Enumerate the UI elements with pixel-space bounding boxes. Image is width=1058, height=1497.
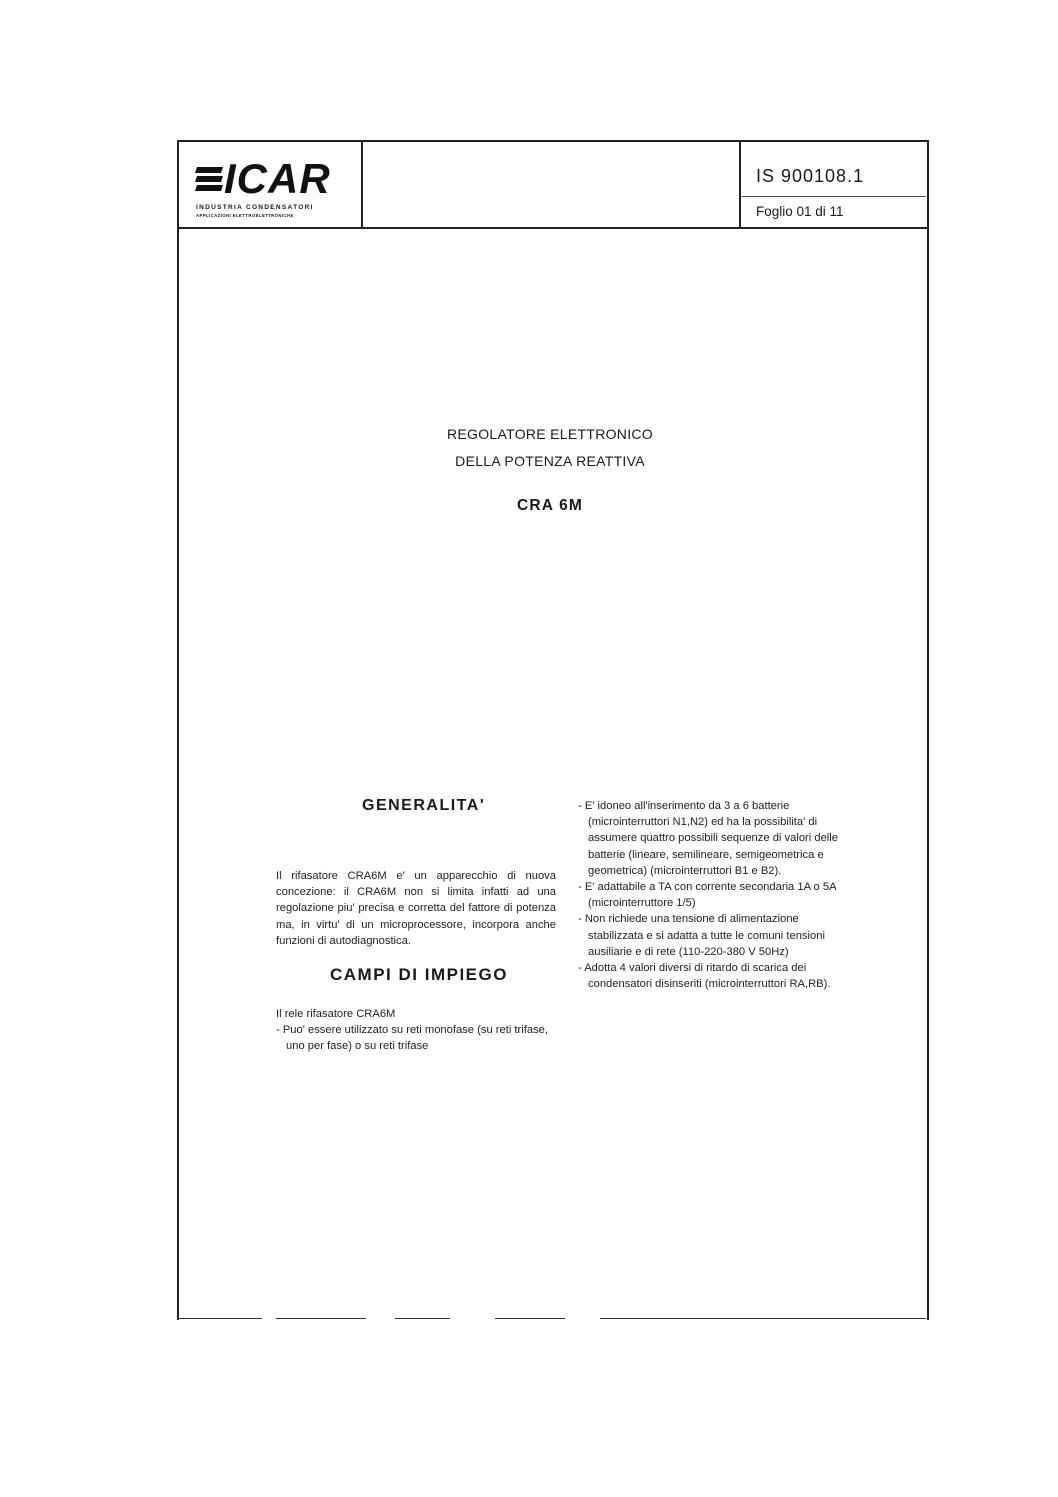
feature-item: - Adotta 4 valori diversi di ritardo di scarica dei condensatori disinseriti (microinterruttori RA,RB). [578,962,831,991]
campi-bullet: - Puo' essere utilizzato su reti monofase (su reti trifase, uno per fase) o su reti trifase [276,1024,548,1053]
header-divider [177,227,927,229]
page-frame [177,140,929,1320]
frame-bottom-line [600,1318,926,1319]
frame-bottom-line [177,1318,262,1319]
header-separator-right [739,142,741,228]
feature-item: - E' idoneo all'inserimento da 3 a 6 batterie (microinterruttori N1,N2) ed ha la possibilita' di assumere quattro possibili sequenze di valori delle batterie (lineare, semilineare, semigeometrica e geometrica) (microinterruttori B1 e B2). [578,800,838,877]
logo-brand: ICAR [224,155,331,202]
document-code: IS 900108.1 [756,166,865,186]
frame-bottom-line [276,1318,366,1319]
campi-paragraph [276,1006,556,1055]
feature-item: - Non richiede una tensione di alimentazione stabilizzata e si adatta a tutte le comuni tensioni ausiliarie e di rete (110-220-380 V 50Hz) [578,913,825,958]
features-list [578,798,850,992]
logo-subtitle-small: APPLICAZIONI ELETTROELETTRONICHE [196,213,294,218]
frame-bottom-line [495,1318,565,1319]
campi-intro: Il rele rifasatore CRA6M [276,1008,396,1020]
logo-subtitle: INDUSTRIA CONDENSATORI [196,204,314,211]
logo-mark [196,155,361,202]
title-line-2: DELLA POTENZA REATTIVA [455,453,645,469]
section-heading-campi-di-impiego: CAMPI DI IMPIEGO [330,965,508,984]
code-underline [741,196,926,197]
header-separator-left [361,142,363,228]
feature-item: - E' adattabile a TA con corrente secondaria 1A o 5A (microinterruttore 1/5) [578,881,836,910]
section-heading-generalita: GENERALITA' [362,797,486,814]
logo-bars-icon [196,167,222,191]
model-name: CRA 6M [516,497,584,514]
generalita-text: Il rifasatore CRA6M e' un apparecchio di nuova concezione: il CRA6M non si limita infatti ad una regolazione piu' precisa e corretta del fattore di potenza ma, in virtu' di un microprocessore, incorpora anche funzioni di autodiagnostica. [276,870,556,947]
frame-bottom-line [395,1318,450,1319]
title-line-1: REGOLATORE ELETTRONICO [446,426,653,442]
sheet-number: Foglio 01 di 11 [756,204,844,219]
icar-logo [196,155,361,218]
generalita-paragraph [276,868,556,949]
